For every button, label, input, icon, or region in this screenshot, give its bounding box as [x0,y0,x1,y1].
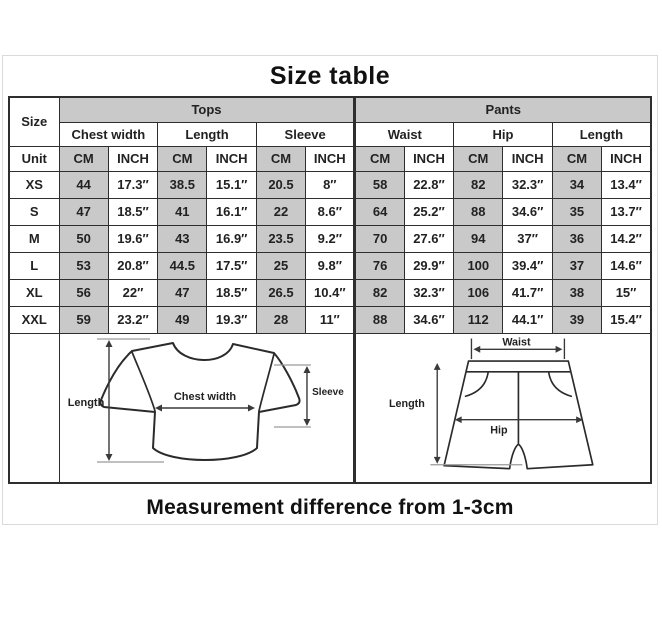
diagram-empty-cell [9,333,59,483]
data-cell: 18.5″ [207,279,256,306]
data-cell: 47 [59,198,108,225]
size-row-label: M [9,225,59,252]
arrowhead-up [105,340,112,347]
data-cell: 10.4″ [306,279,355,306]
data-cell: 16.9″ [207,225,256,252]
table-row-l [9,252,651,279]
arrowhead-left [154,404,161,411]
data-cell: 26.5 [256,279,305,306]
size-row-label: XL [9,279,59,306]
group-header-tops: Tops [59,97,355,122]
col-header-waist: Waist [355,122,454,146]
data-cell: 70 [355,225,404,252]
data-cell: 29.9″ [404,252,453,279]
unit-inch-header: INCH [404,146,453,171]
unit-cm-header: CM [158,146,207,171]
data-cell: 36 [552,225,601,252]
data-cell: 22″ [108,279,157,306]
data-cell: 88 [355,306,404,333]
size-chart-card [2,55,658,525]
data-cell: 38 [552,279,601,306]
data-cell: 34.6″ [404,306,453,333]
data-cell: 44.1″ [503,306,552,333]
table-row-xl [9,279,651,306]
data-cell: 15.4″ [602,306,651,333]
unit-header-row [9,146,651,171]
data-cell: 34.6″ [503,198,552,225]
data-cell: 94 [454,225,503,252]
data-cell: 16.1″ [207,198,256,225]
size-corner-header: Size [9,97,59,146]
shorts-length-label: Length [389,397,426,410]
data-cell: 38.5 [158,171,207,198]
unit-inch-header: INCH [602,146,651,171]
data-cell: 15″ [602,279,651,306]
data-cell: 76 [355,252,404,279]
data-cell: 41 [158,198,207,225]
data-cell: 47 [158,279,207,306]
data-cell: 9.2″ [306,225,355,252]
data-cell: 8″ [306,171,355,198]
data-cell: 41.7″ [503,279,552,306]
size-row-label: XS [9,171,59,198]
data-cell: 20.5 [256,171,305,198]
arrowhead-up [303,366,310,373]
tshirt-seam-left [131,352,154,411]
tshirt-chest-label: Chest width [173,390,236,403]
data-cell: 14.6″ [602,252,651,279]
data-cell: 82 [454,171,503,198]
tshirt-diagram-cell [59,333,355,483]
data-cell: 20.8″ [108,252,157,279]
arrowhead-right [247,404,254,411]
arrowhead-up [434,362,441,369]
data-cell: 13.7″ [602,198,651,225]
data-cell: 32.3″ [503,171,552,198]
data-cell: 49 [158,306,207,333]
data-cell: 14.2″ [602,225,651,252]
footer-note: Measurement difference from 1-3cm [146,495,514,519]
table-row-xs [9,171,651,198]
arrowhead-left [474,345,481,352]
data-cell: 35 [552,198,601,225]
shorts-waist-label: Waist [502,335,532,348]
data-cell: 22 [256,198,305,225]
data-cell: 56 [59,279,108,306]
data-cell: 25.2″ [404,198,453,225]
unit-cm-header: CM [59,146,108,171]
unit-cm-header: CM [256,146,305,171]
shorts-hip-label: Hip [490,423,508,436]
data-cell: 19.6″ [108,225,157,252]
shorts-diagram [356,334,650,482]
arrowhead-right [556,345,563,352]
data-cell: 82 [355,279,404,306]
data-cell: 53 [59,252,108,279]
unit-cm-header: CM [552,146,601,171]
data-cell: 106 [454,279,503,306]
col-header-sleeve: Sleeve [256,122,355,146]
data-cell: 18.5″ [108,198,157,225]
page-title: Size table [269,62,391,90]
col-header-top-length: Length [158,122,257,146]
data-cell: 13.4″ [602,171,651,198]
data-cell: 39.4″ [503,252,552,279]
data-cell: 58 [355,171,404,198]
data-cell: 9.8″ [306,252,355,279]
size-row-label: L [9,252,59,279]
diagram-row [9,333,651,483]
data-cell: 32.3″ [404,279,453,306]
tshirt-diagram [60,334,354,482]
data-cell: 28 [256,306,305,333]
unit-inch-header: INCH [306,146,355,171]
arrowhead-down [434,456,441,463]
data-cell: 37″ [503,225,552,252]
tshirt-seam-right [258,354,273,411]
data-cell: 50 [59,225,108,252]
tshirt-length-label: Length [67,396,104,409]
col-header-chest-width: Chest width [59,122,158,146]
data-cell: 64 [355,198,404,225]
unit-cm-header: CM [454,146,503,171]
data-cell: 27.6″ [404,225,453,252]
unit-label: Unit [9,146,59,171]
data-cell: 39 [552,306,601,333]
unit-inch-header: INCH [503,146,552,171]
size-row-label: S [9,198,59,225]
data-cell: 17.3″ [108,171,157,198]
data-cell: 43 [158,225,207,252]
arrowhead-down [303,418,310,425]
shorts-diagram-cell [355,333,651,483]
table-row-m [9,225,651,252]
data-cell: 25 [256,252,305,279]
data-cell: 15.1″ [207,171,256,198]
data-cell: 44.5 [158,252,207,279]
data-cell: 11″ [306,306,355,333]
data-cell: 23.5 [256,225,305,252]
measure-header-row [9,122,651,146]
size-table [8,96,652,484]
data-cell: 59 [59,306,108,333]
data-cell: 88 [454,198,503,225]
unit-cm-header: CM [355,146,404,171]
data-cell: 37 [552,252,601,279]
data-cell: 8.6″ [306,198,355,225]
data-cell: 112 [454,306,503,333]
shorts-pocket-left [466,372,489,395]
data-cell: 44 [59,171,108,198]
col-header-pant-length: Length [552,122,651,146]
table-row-xxl [9,306,651,333]
arrowhead-down [105,453,112,460]
data-cell: 22.8″ [404,171,453,198]
data-cell: 100 [454,252,503,279]
data-cell: 17.5″ [207,252,256,279]
data-cell: 19.3″ [207,306,256,333]
table-row-s [9,198,651,225]
shorts-pocket-right [549,372,572,395]
unit-inch-header: INCH [207,146,256,171]
unit-inch-header: INCH [108,146,157,171]
data-cell: 23.2″ [108,306,157,333]
col-header-hip: Hip [454,122,553,146]
data-cell: 34 [552,171,601,198]
group-header-row [9,97,651,122]
size-row-label: XXL [9,306,59,333]
tshirt-sleeve-label: Sleeve [311,386,344,398]
group-header-pants: Pants [355,97,651,122]
